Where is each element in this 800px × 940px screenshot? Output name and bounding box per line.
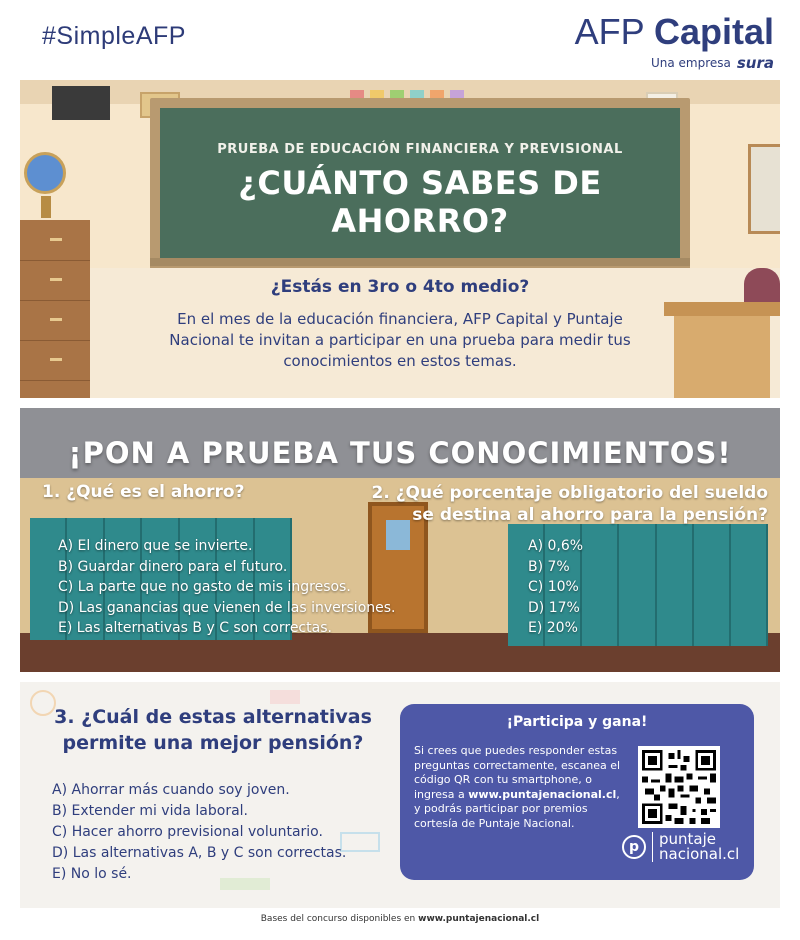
map-illustration — [748, 144, 780, 234]
question-1-option: B) Guardar dinero para el futuro. — [58, 558, 288, 575]
brand-subline — [575, 54, 774, 72]
contest-text-before: Si crees que puedes responder estas preguntas correctamente, escanea el código QR con tu smartphone, o ingresa a — [414, 744, 621, 801]
question-3-option: E) No lo sé. — [52, 866, 132, 882]
question-1-option: A) El dinero que se invierte. — [58, 538, 253, 554]
brand-sub-text: Una empresa — [650, 56, 731, 70]
question-3-option: D) Las alternativas A, B y C son correctas. — [52, 845, 347, 861]
globe-icon — [24, 152, 66, 194]
brand-bold: Capital — [653, 11, 774, 52]
question-1-option: D) Las ganancias que vienen de las inversiones. — [58, 599, 396, 616]
afp-capital-logo — [575, 12, 774, 72]
contest-url-link[interactable]: www.puntajenacional.cl — [468, 787, 617, 801]
question-1-option: C) La parte que no gasto de mis ingresos. — [58, 579, 351, 595]
footer — [0, 914, 800, 924]
logo-line-2: nacional.cl — [659, 845, 740, 863]
desk-illustration — [664, 302, 780, 398]
puntaje-nacional-logo — [622, 832, 739, 862]
brand-light: AFP — [574, 11, 654, 52]
quiz-title: ¡PON A PRUEBA TUS CONOCIMIENTOS! — [68, 436, 732, 470]
desk-top — [664, 302, 780, 316]
question-3-title: 3. ¿Cuál de estas alternativas permite una mejor pensión? — [54, 706, 372, 754]
qr-code-icon — [642, 750, 716, 824]
footer-text: Bases del concurso disponibles en — [260, 914, 419, 924]
question-2-option: A) 0,6% — [528, 538, 584, 554]
question-3-panel — [20, 682, 780, 908]
decor-block — [270, 690, 300, 704]
question-1-title: 1. ¿Qué es el ahorro? — [42, 482, 245, 502]
hashtag: #SimpleAFP — [42, 22, 186, 50]
question-2-options — [528, 536, 583, 639]
question-1-option: E) Las alternativas B y C son correctas. — [58, 620, 332, 636]
puntaje-nacional-wordmark — [652, 832, 739, 862]
intro-title: ¿CUÁNTO SABES DE AHORRO? — [238, 164, 602, 240]
contest-text-after: , y podrás participar por premios cortesía de Puntaje Nacional. — [414, 787, 620, 830]
contest-text — [414, 744, 624, 831]
question-3-option: A) Ahorrar más cuando soy joven. — [52, 782, 290, 798]
quiz-panel — [20, 408, 780, 672]
intro-kicker: PRUEBA DE EDUCACIÓN FINANCIERA Y PREVISIONAL — [217, 142, 623, 157]
contest-title: ¡Participa y gana! — [506, 714, 648, 730]
question-2-option: C) 10% — [528, 579, 579, 595]
contest-card — [400, 704, 754, 880]
intro-question: ¿Estás en 3ro o 4to medio? — [270, 277, 530, 297]
question-1-options — [58, 536, 396, 639]
question-3-options — [52, 780, 346, 885]
question-2-option: D) 17% — [528, 599, 580, 616]
question-2-option: B) 7% — [528, 558, 570, 575]
sura-logo: sura — [736, 54, 774, 72]
intro-panel — [20, 80, 780, 398]
brand-wordmark — [575, 12, 774, 52]
footer-url-link[interactable]: www.puntajenacional.cl — [418, 914, 540, 924]
intro-text: En el mes de la educación financiera, AFP Capital y Puntaje Nacional te invitan a participar en una prueba para medir tus conocimientos en estos temas. — [169, 310, 631, 370]
question-2-title: 2. ¿Qué porcentaje obligatorio del sueldo se destina al ahorro para la pensión? — [371, 483, 768, 525]
question-2-option: E) 20% — [528, 620, 578, 636]
question-3-option: C) Hacer ahorro previsional voluntario. — [52, 824, 323, 840]
cabinet-illustration — [20, 220, 90, 398]
puntaje-nacional-icon: p — [622, 835, 646, 859]
tv-illustration — [52, 86, 110, 120]
desk-body — [674, 316, 770, 398]
chalk-tray — [150, 258, 690, 266]
logo-line-1: puntaje — [659, 830, 717, 848]
question-3-option: B) Extender mi vida laboral. — [52, 803, 248, 819]
globe-stand — [41, 196, 51, 218]
qr-code[interactable] — [638, 746, 720, 828]
